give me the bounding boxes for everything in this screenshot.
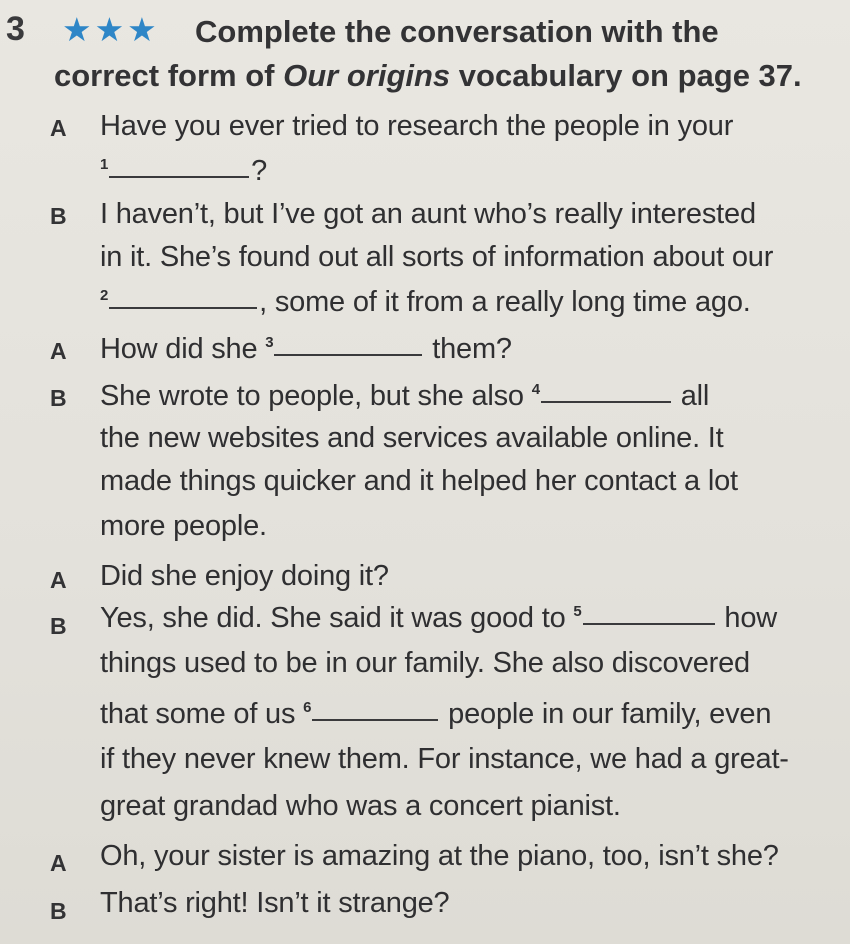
- instruction-line-2: [54, 58, 802, 94]
- line-7-start: She wrote to people, but she also: [100, 380, 532, 412]
- line-14-start: that some of us: [100, 698, 304, 730]
- instruction-text-a: correct form of: [54, 58, 284, 93]
- line-12-end: how: [716, 602, 777, 634]
- gap-3[interactable]: [274, 353, 422, 356]
- speaker-a-1: A: [50, 115, 67, 141]
- gap-number-4: 4: [531, 381, 540, 398]
- line-12-start: Yes, she did. She said it was good to: [100, 602, 574, 634]
- vocabulary-topic: Our origins: [283, 58, 451, 93]
- gap-number-6: 6: [303, 699, 312, 716]
- dialogue-line-8: the new websites and services available online. It: [100, 422, 724, 454]
- line-6-end: them?: [424, 333, 512, 365]
- line-2-end: ?: [251, 155, 268, 187]
- dialogue-line-14: [100, 698, 771, 731]
- speaker-a-3: A: [50, 567, 67, 593]
- gap-1[interactable]: [109, 175, 249, 178]
- gap-4[interactable]: [541, 400, 671, 403]
- speaker-b-1: B: [50, 203, 67, 229]
- dialogue-line-18: That’s right! Isn’t it strange?: [100, 887, 450, 919]
- dialogue-line-10: more people.: [100, 510, 267, 542]
- gap-number-2: 2: [100, 287, 109, 304]
- gap-5[interactable]: [583, 622, 715, 625]
- exercise-number: 3: [6, 10, 25, 48]
- line-5-end: , some of it from a really long time ago.: [259, 286, 751, 318]
- instruction-line-1: Complete the conversation with the: [195, 14, 719, 49]
- speaker-b-3: B: [50, 613, 67, 639]
- speaker-b-2: B: [50, 385, 67, 411]
- dialogue-line-16: great grandad who was a concert pianist.: [100, 790, 621, 822]
- line-7-end: all: [672, 380, 710, 412]
- line-6-start: How did she: [100, 333, 266, 365]
- dialogue-line-7: [100, 380, 709, 413]
- speaker-b-4: B: [50, 898, 67, 924]
- dialogue-line-4: in it. She’s found out all sorts of information about our: [100, 241, 774, 273]
- dialogue-line-6: [100, 333, 512, 366]
- dialogue-line-3: I haven’t, but I’ve got an aunt who’s really interested: [100, 198, 756, 230]
- dialogue-line-9: made things quicker and it helped her contact a lot: [100, 465, 738, 497]
- dialogue-line-15: if they never knew them. For instance, we had a great-: [100, 743, 789, 775]
- gap-2[interactable]: [109, 306, 257, 309]
- dialogue-line-17: Oh, your sister is amazing at the piano, too, isn’t she?: [100, 840, 779, 872]
- speaker-a-4: A: [50, 850, 67, 876]
- gap-6[interactable]: [312, 718, 438, 721]
- difficulty-stars: ★★★: [62, 11, 160, 48]
- gap-number-3: 3: [265, 334, 274, 351]
- gap-number-5: 5: [573, 603, 582, 620]
- line-14-end: people in our family, even: [440, 698, 772, 730]
- speaker-a-2: A: [50, 338, 67, 364]
- dialogue-line-1: Have you ever tried to research the people in your: [100, 110, 734, 142]
- dialogue-line-12: [100, 602, 777, 635]
- dialogue-line-11: Did she enjoy doing it?: [100, 560, 389, 592]
- dialogue-line-2: [100, 155, 267, 188]
- instruction-text-c: vocabulary on page 37.: [450, 58, 802, 93]
- gap-number-1: 1: [100, 156, 109, 173]
- dialogue-line-13: things used to be in our family. She also discovered: [100, 647, 750, 679]
- dialogue-line-5: [100, 286, 751, 319]
